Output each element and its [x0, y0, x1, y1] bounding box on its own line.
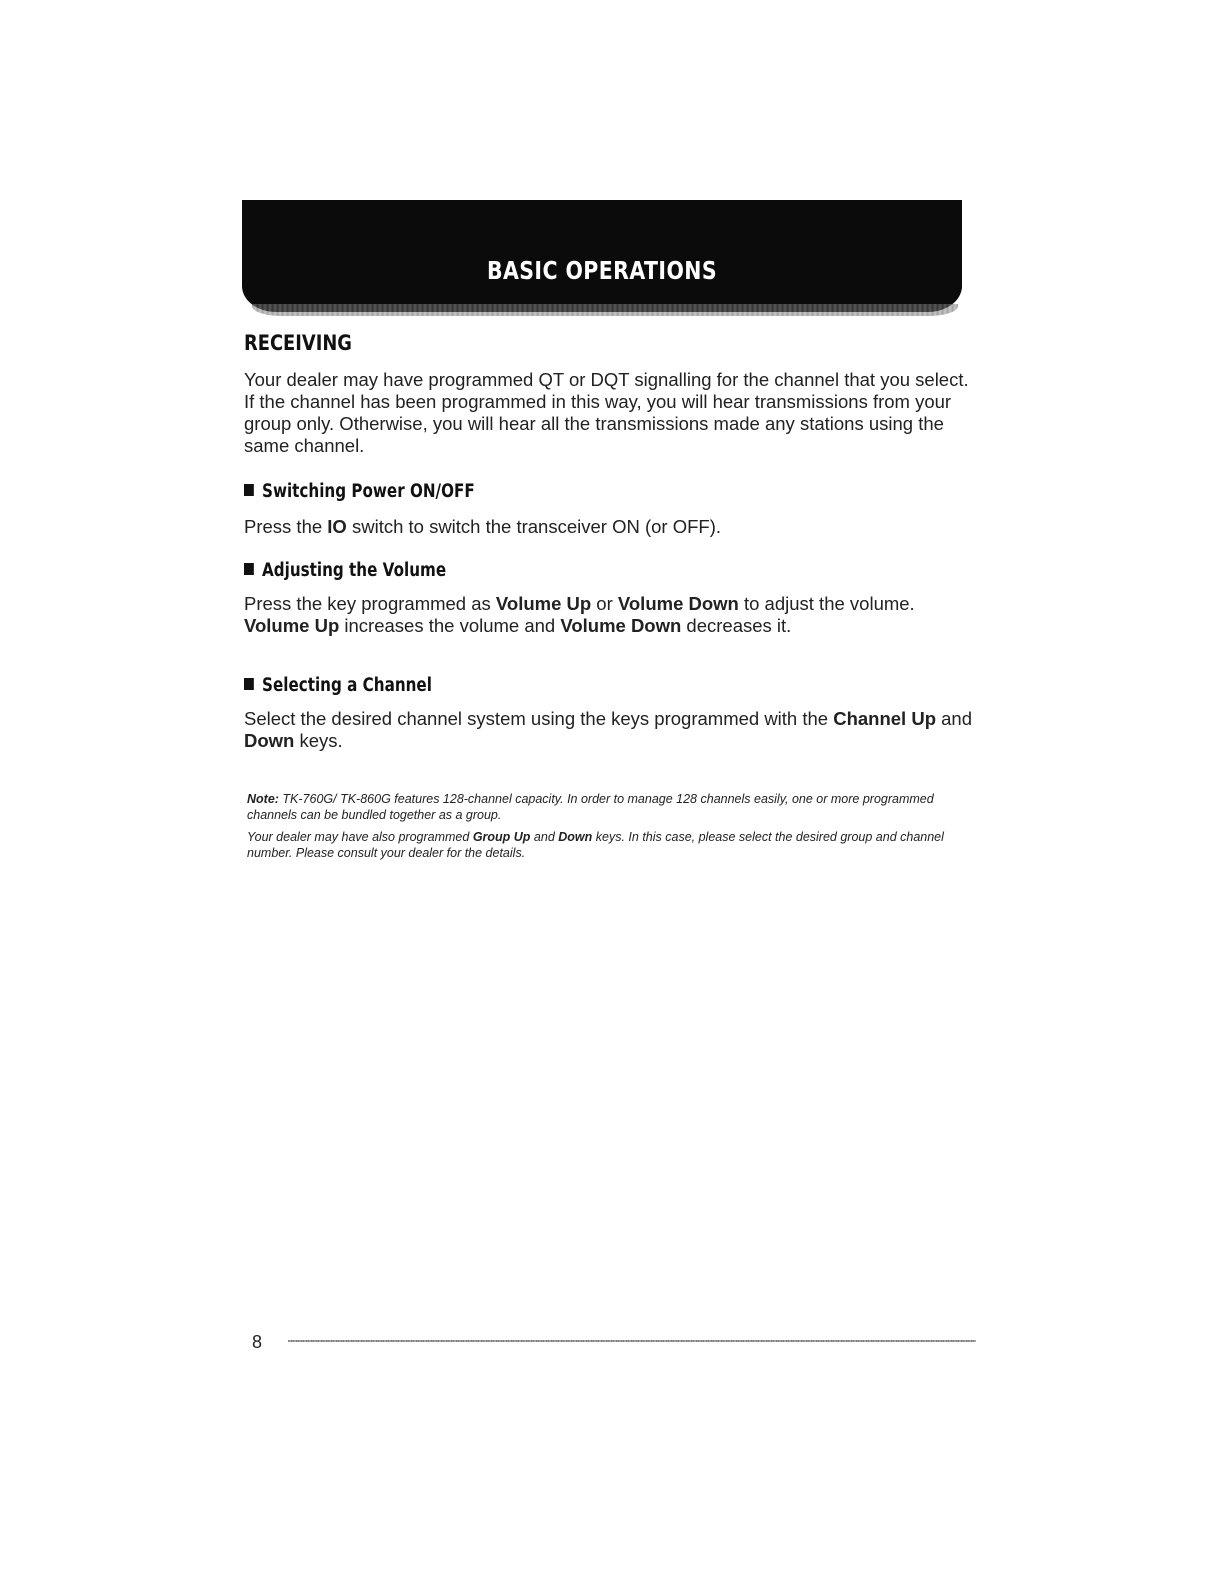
channel-heading [244, 675, 432, 696]
volume-heading-text: Adjusting the Volume [262, 560, 447, 581]
volume-heading [244, 560, 446, 581]
banner-title: BASIC OPERATIONS [486, 256, 718, 285]
volume-text: to adjust the volume. [738, 593, 915, 614]
volume-text: increases the volume and [339, 615, 561, 636]
volume-up-key-label: Volume Up [244, 615, 340, 636]
power-heading-text: Switching Power ON/OFF [262, 481, 475, 502]
note-text: Your dealer may have also programmed [247, 830, 473, 844]
volume-up-key-label: Volume Up [495, 593, 592, 614]
channel-text: keys. [294, 730, 343, 751]
volume-paragraph [244, 593, 979, 637]
power-paragraph [244, 516, 979, 538]
section-title: RECEIVING [244, 331, 352, 355]
square-bullet-icon [244, 484, 254, 496]
channel-down-key-label: Down [244, 730, 295, 751]
note-text: keys. In this case, please select the desired group and channel number. Please consult your dealer for the details. [247, 830, 944, 860]
io-key-label: IO [327, 516, 347, 537]
receiving-intro-paragraph: Your dealer may have programmed QT or DQT signalling for the channel that you select. If the channel has been programmed in this way, you will hear transmissions from your group only. Otherwise, you will hear all the transmissions made any stations using the same channel. [244, 369, 969, 456]
channel-paragraph [244, 708, 979, 752]
power-text: switch to switch the transceiver ON (or OFF). [346, 516, 722, 537]
channel-up-key-label: Channel Up [833, 708, 936, 729]
channel-text: Select the desired channel system using the keys programmed with the [244, 708, 834, 729]
square-bullet-icon [244, 563, 254, 575]
footer-divider [288, 1340, 976, 1342]
square-bullet-icon [244, 678, 254, 690]
volume-text: Press the key programmed as [244, 593, 496, 614]
section-banner [242, 200, 962, 312]
volume-down-key-label: Volume Down [560, 615, 682, 636]
power-heading [244, 481, 475, 502]
volume-text: or [591, 593, 618, 614]
volume-down-key-label: Volume Down [617, 593, 739, 614]
note-text: TK-760G/ TK-860G features 128-channel capacity. In order to manage 128 channels easily, one or more programmed channels can be bundled together as a group. [247, 792, 934, 822]
channel-heading-text: Selecting a Channel [262, 675, 432, 696]
note-text: and [530, 830, 559, 844]
page-number: 8 [252, 1332, 263, 1352]
power-text: Press the [244, 516, 328, 537]
channel-text: and [936, 708, 973, 729]
banner-shadow [252, 304, 958, 316]
volume-text: decreases it. [681, 615, 792, 636]
note-paragraph [247, 791, 987, 823]
note-paragraph-2 [247, 829, 987, 861]
down-key-label: Down [558, 830, 593, 844]
note-label: Note: [247, 792, 279, 806]
group-up-key-label: Group Up [472, 830, 531, 844]
